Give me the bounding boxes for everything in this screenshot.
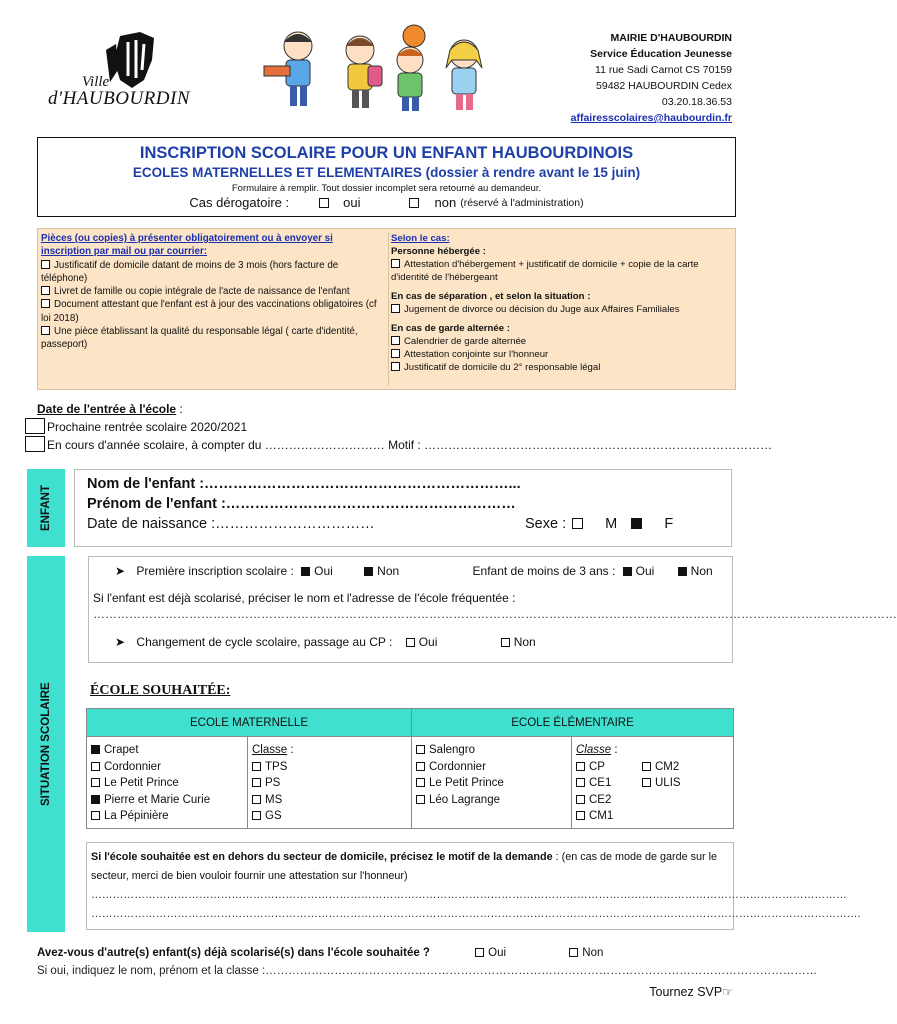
heberge-title: Personne hébergée : [391,246,486,257]
classe-option-cp[interactable]: CP [576,759,642,776]
reserve-note: (réservé à l'administration) [460,197,584,209]
checkbox-icon [416,778,425,787]
deja-scolarise-label: Si l'enfant est déjà scolarisé, préciser le nom et l'adresse de l'école fréquentée : [93,591,516,605]
classe-option-gs[interactable]: GS [252,808,411,825]
cas-heading: Selon le cas: [391,233,450,244]
service-name: Service Éducation Jeunesse [590,48,732,60]
checkbox-icon [391,259,400,268]
address-street: 11 rue Sadi Carnot CS 70159 [595,64,732,76]
date-entree-section: Date de l'entrée à l'école : Prochaine rentrée scolaire 2020/2021 En cours d'année scolaire, à compter du ………………………… Motif : …………………………………………………………………………… [37,401,737,454]
classe-option-ps[interactable]: PS [252,775,411,792]
classe-option-tps[interactable]: TPS [252,759,411,776]
ecole-option-curie[interactable]: Pierre et Marie Curie [91,792,247,809]
changement-oui-label: Oui [418,635,438,649]
arrow-bullet-icon: ➤ [115,564,126,578]
premiere-label: Première inscription scolaire : [136,564,294,578]
garde-item: Calendrier de garde alternée [391,335,733,348]
situation-side-label: SITUATION SCOLAIRE [27,556,65,932]
premiere-oui-label: Oui [314,564,333,578]
prenom-enfant-field[interactable]: Prénom de l'enfant :…………………………………………………… [87,496,516,512]
classe-option-ms[interactable]: MS [252,792,411,809]
checkbox-icon [252,795,261,804]
checkbox-icon [91,811,100,820]
date-entree-label: Date de l'entrée à l'école [37,402,177,416]
maternelle-ecoles-cell [87,737,248,829]
checkbox-icon [41,326,50,335]
motif-box [86,842,861,930]
hand-pointer-icon: ☞ [722,985,733,999]
checkbox-icon [41,286,50,295]
heberge-item: Attestation d'hébergement + justificatif de domicile + copie de la carte d'identité de l'hébergeant [391,259,699,283]
moins3-label: Enfant de moins de 3 ans : [472,564,616,578]
sexe-label: Sexe : [525,516,567,532]
changement-non-checkbox[interactable] [501,638,510,647]
changement-cycle-row [89,635,732,649]
autres-enfants-section [37,944,818,980]
pieces-selon-cas [388,232,733,386]
arrow-bullet-icon: ➤ [115,635,126,649]
ville-haubourdin-logo [44,30,204,120]
checkbox-icon [576,778,585,787]
derogatoire-oui-checkbox[interactable] [319,198,329,208]
checkbox-icon [91,745,100,754]
autres-oui-checkbox[interactable] [475,948,484,957]
mairie-name: MAIRIE D'HAUBOURDIN [610,32,732,44]
ecole-frequentee-field[interactable]: ………………………………………………………………………………………………………………………………………………………………………………… [93,607,897,621]
elementaire-ecoles-cell [412,737,572,829]
date-naissance-field[interactable]: Date de naissance :…………………………… [87,516,375,532]
sexe-m-checkbox[interactable] [572,518,583,529]
checkbox-icon [252,762,261,771]
changement-label: Changement de cycle scolaire, passage au CP : [136,635,393,649]
email-link[interactable]: affairesscolaires@haubourdin.fr [570,112,732,124]
ecole-option-cordonnier-elem[interactable]: Cordonnier [416,759,571,776]
ecole-option-salengro[interactable]: Salengro [416,742,571,759]
garde-item: Attestation conjointe sur l'honneur [391,348,733,361]
pieces-item: Une pièce établissant la qualité du responsable légal ( carte d'identité, passeport) [41,326,358,351]
moins3-oui-checkbox[interactable] [623,567,632,576]
en-cours-checkbox[interactable] [25,436,45,452]
en-cours-label[interactable]: En cours d'année scolaire, à compter du ………………………… Motif : …………………………………………………………………………… [47,438,773,452]
checkbox-icon [416,745,425,754]
sexe-f-checkbox[interactable] [631,518,642,529]
pieces-item: Livret de famille ou copie intégrale de l'acte de naissance de l'enfant [41,285,385,298]
checkbox-icon [41,260,50,269]
ecole-option-crapet[interactable]: Crapet [91,742,247,759]
checkbox-icon [416,762,425,771]
children-illustration [250,20,500,115]
checkbox-icon [91,762,100,771]
moins3-non-label: Non [690,564,713,578]
prochaine-rentree-checkbox[interactable] [25,418,45,434]
classe-label: Classe [576,744,612,756]
checkbox-icon [391,304,400,313]
form-note: Formulaire à remplir. Tout dossier incomplet sera retourné au demandeur. [231,183,542,194]
autres-enfants-question: Avez-vous d'autre(s) enfant(s) déjà scolarisé(s) dans l'école souhaitée ? [37,947,430,959]
elementaire-header: ECOLE ÉLÉMENTAIRE [412,709,734,737]
checkbox-icon [252,778,261,787]
ecole-option-petit-prince-elem[interactable]: Le Petit Prince [416,775,571,792]
elementaire-classes-cell: Classe : CP CE1 CE2 CM1 CM2 ULIS [572,737,734,829]
motif-line-2[interactable]: ……………………………………………………………………………………………………………………………………………………………………………………………. [91,908,861,920]
garde-title: En cas de garde alternée : [391,323,510,334]
checkbox-icon [416,795,425,804]
checkbox-icon [252,811,261,820]
autres-non-label: Non [582,947,604,959]
title-box [37,137,736,217]
autres-non-checkbox[interactable] [569,948,578,957]
sexe-f-label: F [664,516,674,532]
form-subtitle: ECOLES MATERNELLES ET ELEMENTAIRES (dossier à rendre avant le 15 juin) [132,165,641,180]
premiere-non-checkbox[interactable] [364,567,373,576]
premiere-non-label: Non [377,564,400,578]
autres-oui-label: Oui [488,947,507,959]
tournez-label: Tournez SVP [649,985,723,999]
sexe-m-label: M [605,516,618,532]
autres-details-field[interactable]: Si oui, indiquez le nom, prénom et la classe :……………………………………………………………………………………………………………………………… [37,965,818,977]
ecole-option-petit-prince-mat[interactable]: Le Petit Prince [91,775,247,792]
checkbox-icon [642,762,651,771]
pieces-item: Justificatif de domicile datant de moins de 3 mois (hors facture de téléphone) [41,259,339,284]
phone-number: 03.20.18.36.53 [661,96,732,108]
derogatoire-label: Cas dérogatoire : [189,195,290,210]
classe-option-cm2[interactable]: CM2 [642,759,681,776]
logo-ville-text: Ville [82,74,110,90]
pieces-panel [37,228,736,390]
moins3-non-checkbox[interactable] [678,567,687,576]
prochaine-rentree-label: Prochaine rentrée scolaire 2020/2021 [47,420,248,434]
nom-enfant-field[interactable]: Nom de l'enfant :………………………………………………………... [87,476,521,492]
ecole-table [86,708,734,829]
pieces-heading: Pièces (ou copies) à présenter obligatoirement ou à envoyer si inscription par mail ou par courrier: [41,233,333,258]
motif-question: Si l'école souhaitée est en dehors du secteur de domicile, précisez le motif de la demande [91,851,553,863]
checkbox-icon [576,762,585,771]
premiere-inscription-row [89,564,732,578]
classe-label: Classe [252,744,288,756]
derogatoire-non-label: non [434,195,457,210]
maternelle-header: ECOLE MATERNELLE [87,709,412,737]
checkbox-icon [642,778,651,787]
mairie-address-block [512,30,732,126]
tournez-svp [649,985,733,999]
checkbox-icon [91,795,100,804]
checkbox-icon [576,795,585,804]
classe-option-ce1[interactable]: CE1 [576,775,642,792]
checkbox-icon [91,778,100,787]
motif-line-1[interactable]: ………………………………………………………………………………………………………………………………………………………………………………………… [91,889,847,901]
derogatoire-oui-label: oui [343,195,361,210]
pieces-item: Document attestant que l'enfant est à jour des vaccinations obligatoires (cf loi 2018) [41,299,377,324]
enfant-side-label: ENFANT [27,469,65,547]
form-title: INSCRIPTION SCOLAIRE POUR UN ENFANT HAUBOURDINOIS [139,144,634,162]
changement-oui-checkbox[interactable] [406,638,415,647]
enfant-box [74,469,732,547]
changement-non-label: Non [513,635,536,649]
checkbox-icon [41,299,50,308]
classe-option-ce2[interactable]: CE2 [576,792,642,809]
motif-note: : (en cas de mode de garde sur le secteur, merci de bien vouloir fournir une attestation sur l'honneur) [91,851,718,882]
derogatoire-non-checkbox[interactable] [409,198,419,208]
derogatoire-row [38,195,735,210]
logo-haubourdin-text: d'HAUBOURDIN [48,88,190,109]
classe-option-ulis[interactable]: ULIS [642,775,681,792]
checkbox-icon [391,349,400,358]
separation-item: Jugement de divorce ou décision du Juge aux Affaires Familiales [391,303,733,316]
situation-box [88,556,897,663]
sexe-row [525,516,673,532]
checkbox-icon [576,811,585,820]
moins3-oui-label: Oui [635,564,655,578]
ecole-souhaitee-title: ÉCOLE SOUHAITÉE: [90,683,231,698]
ecole-option-leo-lagrange[interactable]: Léo Lagrange [416,792,571,809]
ecole-option-cordonnier-mat[interactable]: Cordonnier [91,759,247,776]
garde-item: Justificatif de domicile du 2° responsable légal [391,361,733,374]
pieces-obligatoires [41,232,385,352]
separation-title: En cas de séparation , et selon la situation : [391,291,591,302]
ecole-option-pepiniere[interactable]: La Pépinière [91,808,247,825]
checkbox-icon [391,336,400,345]
classe-option-cm1[interactable]: CM1 [576,808,642,825]
maternelle-classes-cell: Classe : TPS PS MS GS [248,737,412,829]
address-city: 59482 HAUBOURDIN Cedex [596,80,732,92]
premiere-oui-checkbox[interactable] [301,567,310,576]
checkbox-icon [391,362,400,371]
